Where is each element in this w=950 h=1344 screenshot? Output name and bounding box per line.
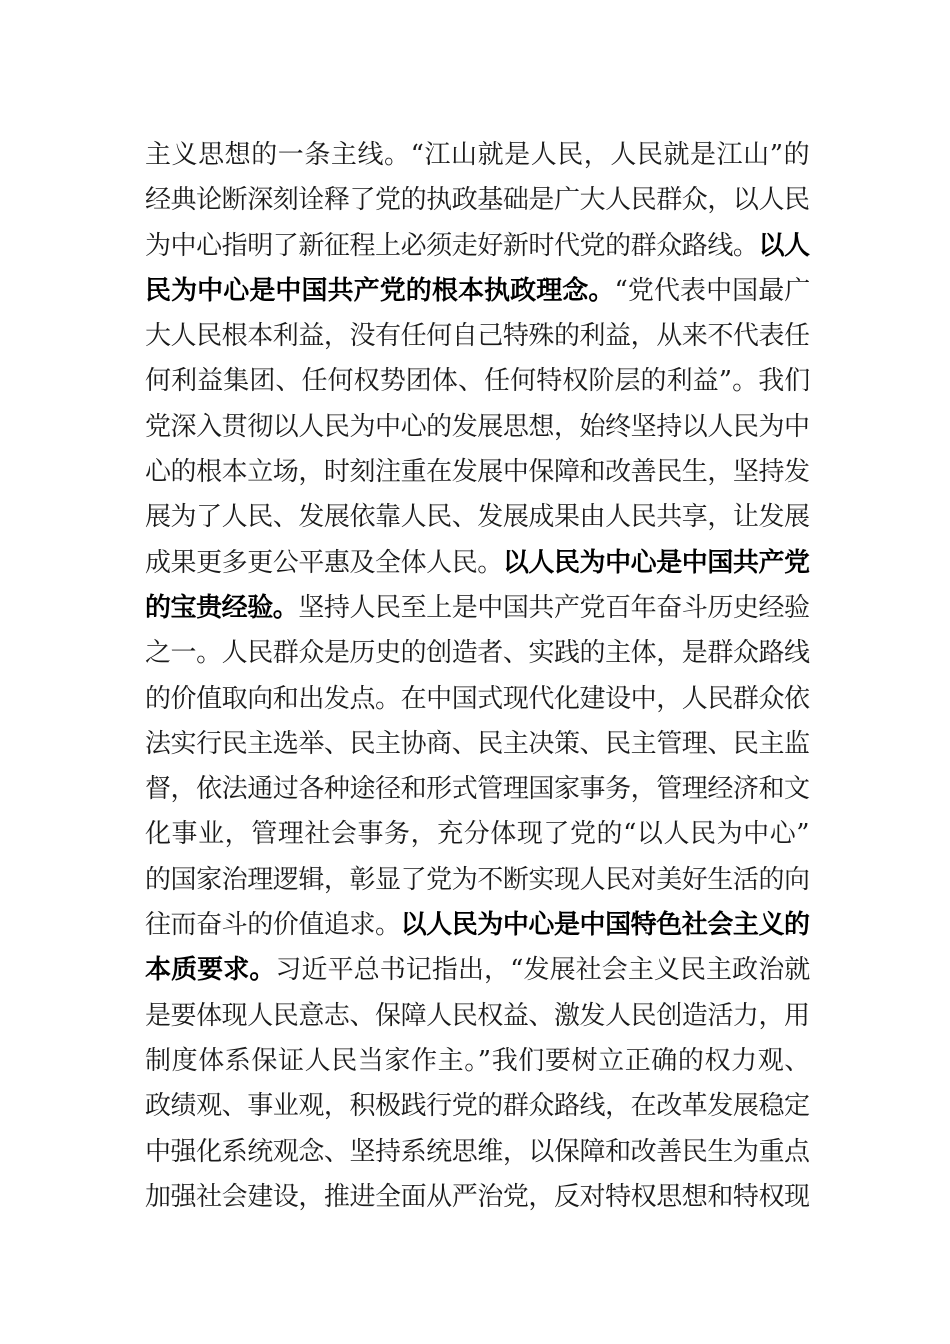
body-text-segment: 法实行民主选举、民主协商、民主决策、民主管理、民主监 — [145, 728, 810, 759]
text-line — [145, 677, 810, 722]
text-line — [145, 541, 810, 586]
body-text-segment: 的国家治理逻辑，彰显了党为不断实现人民对美好生活的向 — [145, 864, 810, 895]
body-text-segment: 之一。人民群众是历史的创造者、实践的主体，是群众路线 — [145, 638, 810, 669]
text-line — [145, 812, 810, 857]
body-text-segment: 坚持人民至上是中国共产党百年奋斗历史经验 — [298, 592, 810, 623]
text-line — [145, 450, 810, 495]
bold-heading-text: 民为中心是中国共产党的根本执政理念。 — [145, 275, 615, 306]
text-line — [145, 314, 810, 359]
body-text-segment: 经典论断深刻诠释了党的执政基础是广大人民群众，以人民 — [145, 185, 810, 216]
body-text — [145, 133, 810, 1220]
body-text-segment: 为中心指明了新征程上必须走好新时代党的群众路线。 — [145, 230, 759, 261]
body-text-segment: 何利益集团、任何权势团体、任何特权阶层的利益”。我们 — [145, 366, 811, 397]
body-text-segment: “党代表中国最广 — [614, 275, 811, 306]
body-text-segment: 督，依法通过各种途径和形式管理国家事务，管理经济和文 — [145, 774, 810, 805]
body-text-segment: 政绩观、事业观，积极践行党的群众路线，在改革发展稳定 — [145, 1091, 810, 1122]
body-text-segment: 加强社会建设，推进全面从严治党，反对特权思想和特权现 — [145, 1181, 810, 1212]
text-line — [145, 133, 810, 178]
text-line — [145, 359, 810, 404]
bold-heading-text: 以人民为中心是中国特色社会主义的 — [400, 910, 810, 941]
text-line — [145, 858, 810, 903]
body-text-segment: 往而奋斗的价值追求。 — [145, 910, 401, 941]
text-line — [145, 631, 810, 676]
text-line — [145, 405, 810, 450]
body-text-segment: 习近平总书记指出，“发展社会主义民主政治就 — [275, 955, 811, 986]
bold-heading-text: 本质要求。 — [145, 955, 276, 986]
text-line — [145, 178, 810, 223]
text-line — [145, 586, 810, 631]
text-line — [145, 1175, 810, 1220]
body-text-segment: 展为了人民、发展依靠人民、发展成果由人民共享，让发展 — [145, 502, 810, 533]
body-text-segment: 心的根本立场，时刻注重在发展中保障和改善民生，坚持发 — [145, 457, 810, 488]
text-line — [145, 948, 810, 993]
text-line — [145, 495, 810, 540]
body-text-segment: 大人民根本利益，没有任何自己特殊的利益，从来不代表任 — [145, 321, 810, 352]
text-line — [145, 722, 810, 767]
text-line — [145, 1084, 810, 1129]
body-text-segment: 成果更多更公平惠及全体人民。 — [145, 547, 503, 578]
body-text-segment: 党深入贯彻以人民为中心的发展思想，始终坚持以人民为中 — [145, 411, 810, 442]
body-text-segment: 中强化系统观念、坚持系统思维，以保障和改善民生为重点 — [145, 1136, 810, 1167]
body-text-segment: 主义思想的一条主线。“江山就是人民，人民就是江山”的 — [145, 140, 811, 170]
bold-heading-text: 的宝贵经验。 — [145, 592, 299, 623]
bold-heading-text: 以人民为中心是中国共产党 — [502, 547, 810, 578]
body-text-segment: 制度体系保证人民当家作主。”我们要树立正确的权力观、 — [145, 1045, 811, 1076]
body-text-segment: 化事业，管理社会事务，充分体现了党的“以人民为中心” — [145, 819, 811, 850]
text-line — [145, 994, 810, 1039]
text-line — [145, 269, 810, 314]
bold-heading-text: 以人 — [758, 230, 810, 261]
text-line — [145, 767, 810, 812]
body-text-segment: 的价值取向和出发点。在中国式现代化建设中，人民群众依 — [145, 683, 810, 714]
text-line — [145, 224, 810, 269]
text-line — [145, 1039, 810, 1084]
text-line — [145, 903, 810, 948]
body-text-segment: 是要体现人民意志、保障人民权益、激发人民创造活力，用 — [145, 1000, 810, 1031]
text-line — [145, 1130, 810, 1175]
